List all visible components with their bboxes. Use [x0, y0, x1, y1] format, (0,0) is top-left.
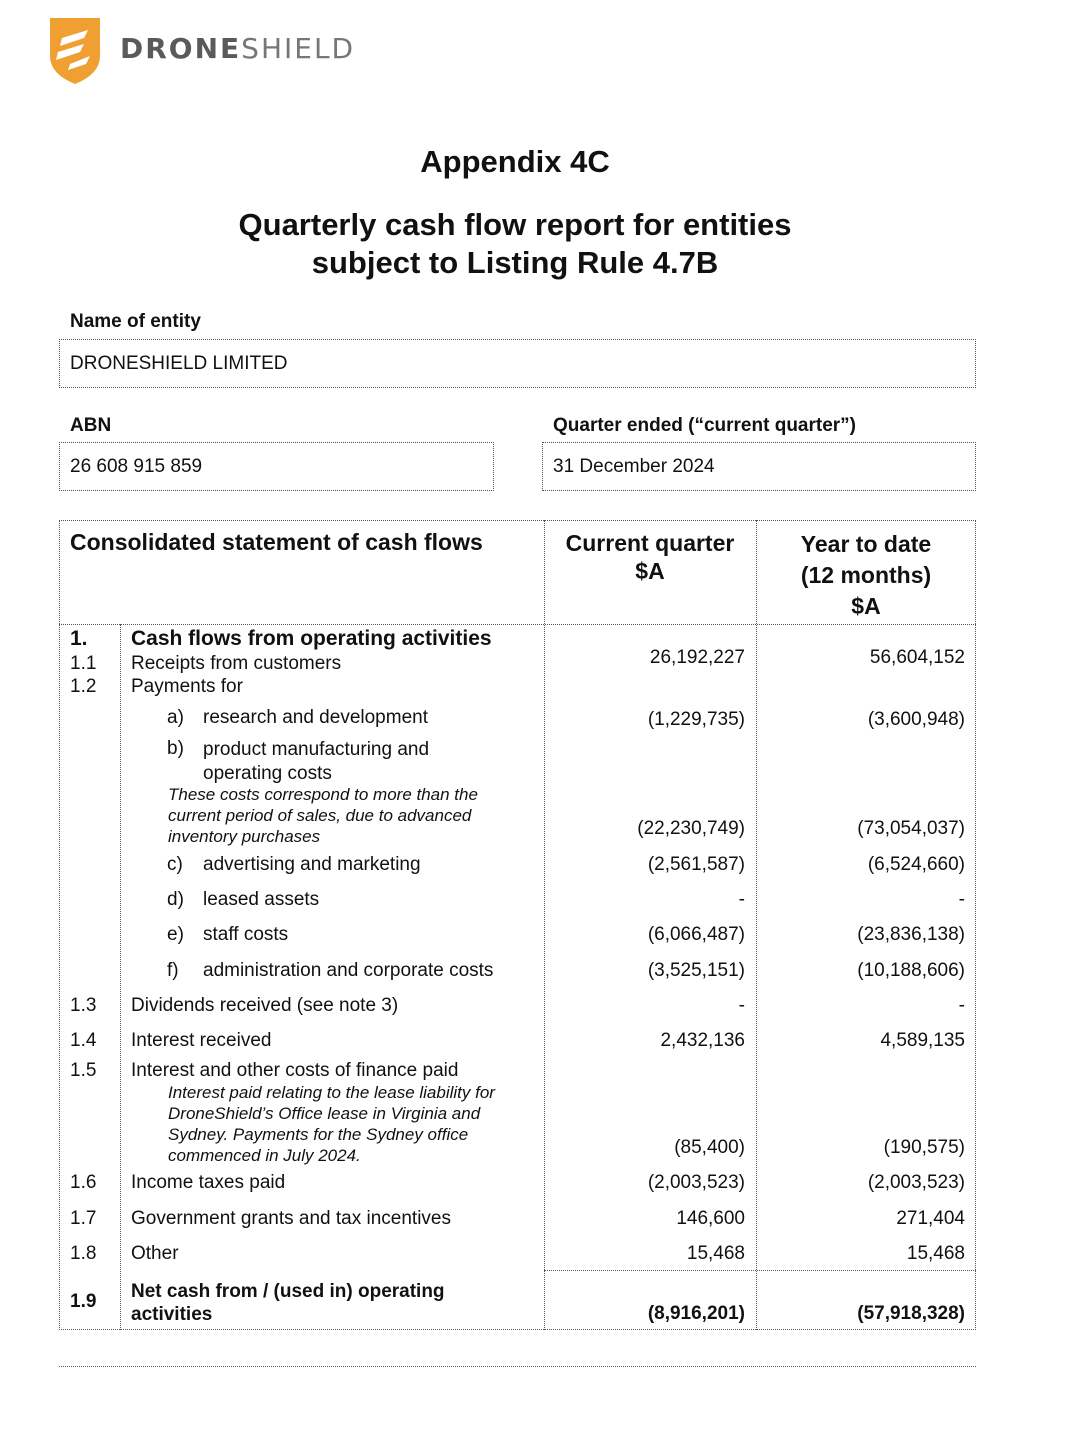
row-1-1-current-quarter: 26,192,227	[649, 647, 745, 668]
row-1-9-label-line-1: Net cash from / (used in) operating	[131, 1281, 445, 1302]
row-f-current-quarter: (3,525,151)	[647, 960, 745, 981]
brand-name-bold: DRONE	[120, 32, 242, 65]
divider-v-ytd	[756, 520, 757, 1330]
row-1-4-ytd: 4,589,135	[880, 1030, 965, 1051]
row-d-current-quarter: -	[738, 889, 745, 910]
row-e-ytd: (23,836,138)	[857, 924, 965, 945]
row-1-9-label	[131, 1280, 445, 1326]
brand-name	[120, 32, 355, 65]
ytd-header-line-3: $A	[851, 593, 881, 619]
row-1-7-label: Government grants and tax incentives	[131, 1208, 452, 1229]
row-1-9-current-quarter: (8,916,201)	[647, 1303, 745, 1324]
ytd-header-line-1: Year to date	[800, 531, 932, 557]
row-1-3-current-quarter: -	[738, 995, 745, 1016]
row-1-5-note	[168, 1082, 495, 1166]
abn-box	[59, 442, 494, 491]
row-1-9-ytd: (57,918,328)	[857, 1303, 965, 1324]
page-footer-rule	[59, 1366, 976, 1367]
row-f-ytd: (10,188,606)	[857, 960, 965, 981]
quarter-label: Quarter ended (“current quarter”)	[553, 415, 856, 436]
cq-header-line-2: $A	[635, 558, 665, 584]
entity-name-value: DRONESHIELD LIMITED	[70, 352, 288, 374]
row-1-2-number: 1.2	[70, 676, 97, 697]
row-d-ytd: -	[958, 889, 965, 910]
row-1-5-note-line-1: Interest paid relating to the lease liability for	[168, 1083, 495, 1102]
row-1-1-label: Receipts from customers	[131, 653, 342, 674]
row-1-1-number: 1.1	[70, 653, 97, 674]
ytd-header	[756, 529, 976, 622]
divider-h-total	[544, 1270, 976, 1271]
row-1-9-number: 1.9	[70, 1291, 97, 1312]
row-a-ytd: (3,600,948)	[867, 709, 965, 730]
row-f-label: administration and corporate costs	[203, 960, 494, 981]
row-b-note-line-1: These costs correspond to more than the	[168, 785, 478, 804]
row-a-letter: a)	[167, 707, 184, 728]
row-c-ytd: (6,524,660)	[867, 854, 965, 875]
row-1-5-label: Interest and other costs of finance paid	[131, 1060, 459, 1081]
row-c-label: advertising and marketing	[203, 854, 421, 875]
row-1-8-label: Other	[131, 1243, 179, 1264]
quarter-value: 31 December 2024	[553, 455, 715, 477]
row-1-5-note-line-4: commenced in July 2024.	[168, 1146, 361, 1165]
row-c-current-quarter: (2,561,587)	[647, 854, 745, 875]
statement-header: Consolidated statement of cash flows	[70, 529, 483, 555]
brand-name-light: SHIELD	[241, 32, 356, 65]
document-subtitle	[0, 206, 1030, 282]
row-1-1-ytd: 56,604,152	[869, 647, 965, 668]
row-b-label-line-2: operating costs	[203, 763, 332, 784]
row-1-4-number: 1.4	[70, 1030, 97, 1051]
row-1-6-ytd: (2,003,523)	[867, 1172, 965, 1193]
row-1-8-current-quarter: 15,468	[686, 1243, 745, 1264]
row-1-5-note-line-2: DroneShield’s Office lease in Virginia and	[168, 1104, 481, 1123]
row-1-7-number: 1.7	[70, 1208, 97, 1229]
row-1-2-label: Payments for	[131, 676, 243, 697]
row-a-current-quarter: (1,229,735)	[647, 709, 745, 730]
section-title: Cash flows from operating activities	[131, 627, 492, 650]
row-a-label: research and development	[203, 707, 428, 728]
row-1-6-current-quarter: (2,003,523)	[647, 1172, 745, 1193]
row-1-4-label: Interest received	[131, 1030, 272, 1051]
row-1-6-label: Income taxes paid	[131, 1172, 286, 1193]
row-1-5-note-line-3: Sydney. Payments for the Sydney office	[168, 1125, 469, 1144]
row-d-letter: d)	[167, 889, 184, 910]
row-b-ytd: (73,054,037)	[857, 818, 965, 839]
row-e-current-quarter: (6,066,487)	[647, 924, 745, 945]
row-1-3-ytd: -	[958, 995, 965, 1016]
entity-name-box	[59, 339, 976, 388]
row-1-7-ytd: 271,404	[896, 1208, 965, 1229]
subtitle-line-1: Quarterly cash flow report for entities	[238, 207, 792, 242]
row-c-letter: c)	[167, 854, 183, 875]
row-1-3-number: 1.3	[70, 995, 97, 1016]
row-1-4-current-quarter: 2,432,136	[660, 1030, 745, 1051]
quarter-box	[542, 442, 976, 491]
row-1-7-current-quarter: 146,600	[676, 1208, 745, 1229]
row-d-label: leased assets	[203, 889, 320, 910]
row-1-5-ytd: (190,575)	[883, 1137, 965, 1158]
document-title: Appendix 4C	[420, 144, 610, 179]
divider-v-num	[120, 624, 121, 1330]
abn-label: ABN	[70, 415, 112, 436]
row-b-note-line-3: inventory purchases	[168, 827, 321, 846]
row-b-note	[168, 784, 478, 847]
row-e-letter: e)	[167, 924, 184, 945]
row-1-8-ytd: 15,468	[906, 1243, 965, 1264]
row-b-note-line-2: current period of sales, due to advanced	[168, 806, 472, 825]
cq-header-line-1: Current quarter	[565, 530, 735, 556]
droneshield-logo-icon	[48, 16, 102, 86]
divider-v-cq	[544, 520, 545, 1330]
current-quarter-header	[544, 529, 756, 585]
row-b-letter: b)	[167, 738, 184, 759]
row-b-current-quarter: (22,230,749)	[637, 818, 745, 839]
ytd-header-line-2: (12 months)	[800, 562, 932, 588]
row-b-label	[203, 738, 429, 786]
row-1-3-label: Dividends received (see note 3)	[131, 995, 399, 1016]
row-b-label-line-1: product manufacturing and	[203, 739, 430, 760]
row-1-5-current-quarter: (85,400)	[674, 1137, 745, 1158]
abn-value: 26 608 915 859	[70, 455, 203, 477]
row-1-5-number: 1.5	[70, 1060, 97, 1081]
row-1-9-label-line-2: activities	[131, 1304, 213, 1325]
row-f-letter: f)	[167, 960, 179, 981]
subtitle-line-2: subject to Listing Rule 4.7B	[311, 245, 719, 280]
row-1-6-number: 1.6	[70, 1172, 97, 1193]
entity-name-label: Name of entity	[70, 311, 201, 332]
row-e-label: staff costs	[203, 924, 289, 945]
section-number: 1.	[70, 627, 88, 650]
divider-h-header	[59, 624, 976, 625]
row-1-8-number: 1.8	[70, 1243, 97, 1264]
